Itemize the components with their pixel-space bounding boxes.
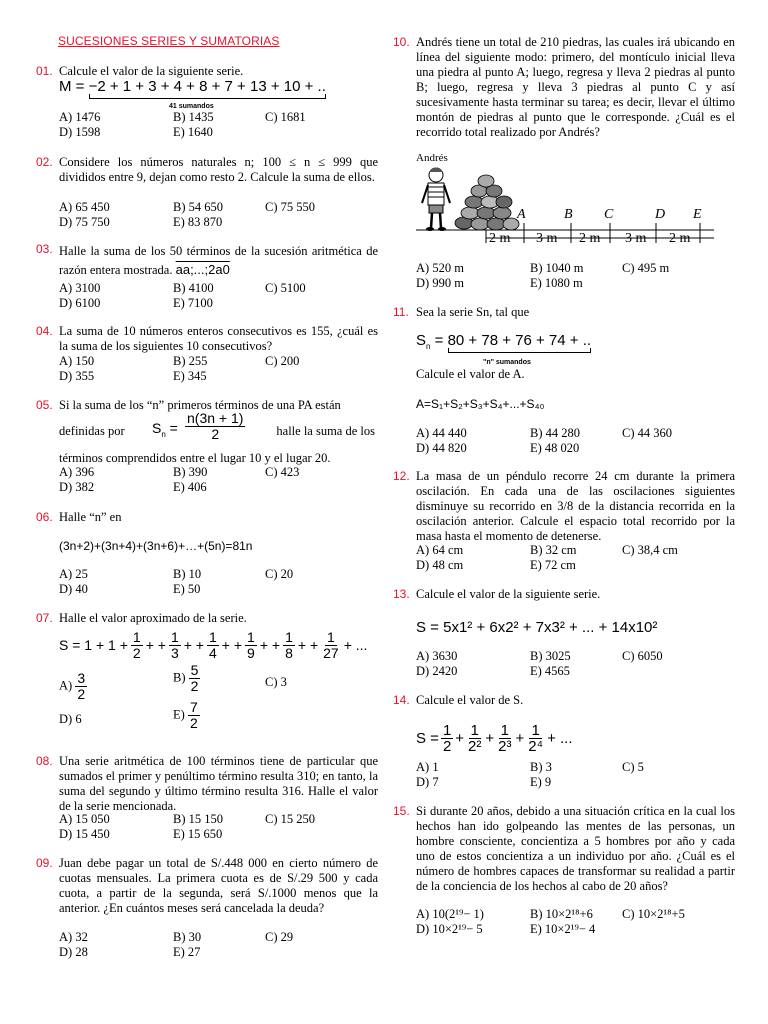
option-c[interactable]: C) 15 250 <box>265 812 315 826</box>
option-e[interactable]: E) 72 cm <box>530 558 576 572</box>
problem-text: Calcule el valor de la siguiente serie. <box>416 587 601 601</box>
option-d[interactable]: D) 990 m <box>416 276 464 290</box>
distance-label: 2 m <box>579 231 601 246</box>
option-c[interactable]: C) 5 <box>622 760 644 774</box>
a-formula: A=S₁+S₂+S₃+S₄+...+S₄₀ <box>416 397 545 411</box>
option-d[interactable]: D) 355 <box>59 369 95 383</box>
problem-01 <box>36 64 378 144</box>
option-d[interactable]: D) 6100 <box>59 296 101 310</box>
problem-11 <box>393 305 735 465</box>
option-c[interactable]: C) 38,4 cm <box>622 543 678 557</box>
page-title: SUCESIONES SERIES Y SUMATORIAS <box>58 34 280 48</box>
underbraced-series: 80 + 78 + 76 + 74 + .. <box>448 333 591 348</box>
option-e[interactable]: E) 10×2¹⁹− 4 <box>530 922 596 936</box>
option-b[interactable]: B) 1040 m <box>530 261 584 275</box>
option-a[interactable]: A) 15 050 <box>59 812 110 826</box>
problem-12 <box>393 469 735 579</box>
fraction: $\frac{1}{2}$ <box>442 721 452 755</box>
brace-label: 41 sumandos <box>169 103 214 110</box>
problem-text: Halle “n” en <box>59 510 122 524</box>
option-d[interactable]: D) 2420 <box>416 664 458 678</box>
option-a[interactable]: A) 1 <box>416 760 439 774</box>
problem-number: 04. <box>36 324 53 338</box>
option-a[interactable]: A) 150 <box>59 354 95 368</box>
series-formula: S = $\frac{1}{2}$ + $\frac{1}{\text{2²}}$ + $\frac{1}{\text{2³}}$ + $\frac{1}{\text{2⁴}}$ + ... <box>416 721 573 755</box>
option-e[interactable]: E) 15 650 <box>173 827 223 841</box>
option-d[interactable]: D) 382 <box>59 480 95 494</box>
option-b[interactable]: B) 44 280 <box>530 426 580 440</box>
option-a[interactable]: A) 396 <box>59 465 95 479</box>
underbraced-series: −2 + 1 + 3 + 4 + 8 + 7 + 13 + 10 + .. <box>89 79 326 94</box>
option-c[interactable]: C) 423 <box>265 465 300 479</box>
option-c[interactable]: C) 44 360 <box>622 426 672 440</box>
stone-pile-icon <box>455 175 519 230</box>
problem-text: Considere los números naturales n; 100 ≤ n ≤ 999 que divididos entre 9, dejan como resto 2. Calcule la suma de ellos. <box>59 155 378 184</box>
option-b[interactable]: B) 54 650 <box>173 200 223 214</box>
fraction: $\frac{1}{3}$ <box>170 628 179 661</box>
options <box>59 663 379 743</box>
option-d[interactable]: D) 1598 <box>59 125 101 139</box>
problem-text: Si durante 20 años, debido a una situación crítica en la cual los hechos han ido golpeando las mentes de las personas, un hombre consciente, concientiza a 5 hombres por año y cada uno de estos concientiza a un individuo por año. ¿Cuál es el número de hombres capaces de transformar su realidad a partir de la conciencia de los hechos al cabo de 20 años? <box>416 804 735 893</box>
problem-06 <box>36 510 378 600</box>
option-e[interactable]: E) 406 <box>173 480 207 494</box>
option-b[interactable]: B) 30 <box>173 930 202 944</box>
problem-text-line1: Si la suma de los “n” primeros términos de una PA están <box>59 398 341 412</box>
problem-number: 01. <box>36 64 53 78</box>
distance-label: 3 m <box>536 231 558 246</box>
option-c[interactable]: C) 3 <box>265 675 287 689</box>
problem-14 <box>393 693 735 798</box>
brace-label: "n" sumandos <box>483 359 531 366</box>
option-e[interactable]: E) 48 020 <box>530 441 580 455</box>
problem-number: 13. <box>393 587 410 601</box>
option-b[interactable]: B) 10×2¹⁸+6 <box>530 907 593 921</box>
problem-number: 08. <box>36 754 53 768</box>
series-formula: S = 1 + 1 + $\frac{1}{2}$ + + $\frac{1}{3}$ + + $\frac{1}{4}$ + + $\frac{1}{9}$ + + $\frac{1}{8}$ + + $\frac{1}{27}$ + ... <box>59 628 368 661</box>
problem-number: 05. <box>36 398 53 412</box>
formula: S = 5x1² + 6x2² + 7x3² + ... + 14x10² <box>416 619 658 636</box>
option-e[interactable]: E) $\frac{7}{2}$ <box>173 699 198 731</box>
option-e[interactable]: E) 83 870 <box>173 215 223 229</box>
fraction: $\frac{1}{\text{2²}}$ <box>468 721 482 755</box>
problem-text: La suma de 10 números enteros consecutivos es 155, ¿cuál es la suma de los siguientes 10 consecutivos? <box>59 324 378 353</box>
problem-text-line3: términos comprendidos entre el lugar 10 y el lugar 20. <box>59 451 331 465</box>
problem-number: 09. <box>36 856 53 870</box>
option-b[interactable]: B) 10 <box>173 567 202 581</box>
option-a[interactable]: A) 520 m <box>416 261 464 275</box>
option-c[interactable]: C) 75 550 <box>265 200 315 214</box>
fraction: $\frac{1}{\text{2³}}$ <box>498 721 512 755</box>
distance-label: 2 m <box>489 231 511 246</box>
problem-number: 02. <box>36 155 53 169</box>
option-d[interactable]: D) 75 750 <box>59 215 110 229</box>
problem-text: Juan debe pagar un total de S/.448 000 en cierto número de cuotas mensuales. La primera cuota es de S/.29 500 y cada cuota, a partir de la segunda, será S/.1000 menos que la anterior. ¿En cuántos meses será cancelada la deuda? <box>59 856 378 915</box>
option-b[interactable]: B) 15 150 <box>173 812 223 826</box>
problem-text: Andrés tiene un total de 210 piedras, las cuales irá ubicando en línea del siguiente modo: primero, del montículo inicial lleva una piedra al punto A; luego, regresa y lleva 2 piedras al punto B; luego, regresa y lleva 3 piedras al punto C y así sucesivamente hasta terminar su tarea; es decir, llevar el último montón de piedras al punto que le corresponde. ¿Cuál es el recorrido total realizado por Andrés? <box>416 35 735 139</box>
problem-07 <box>36 611 378 751</box>
problem-09 <box>36 856 378 966</box>
option-c[interactable]: C) 20 <box>265 567 294 581</box>
option-a[interactable]: A) 1476 <box>59 110 101 124</box>
point-label: D <box>655 207 666 222</box>
option-b[interactable]: B) 1435 <box>173 110 214 124</box>
option-b[interactable]: B) 390 <box>173 465 208 479</box>
option-d[interactable]: D) 40 <box>59 582 88 596</box>
option-e[interactable]: E) 27 <box>173 945 201 959</box>
option-a[interactable]: A) 25 <box>59 567 88 581</box>
fraction: $\frac{1}{27}$ <box>323 628 339 661</box>
option-b[interactable]: B) 3025 <box>530 649 571 663</box>
problem-04 <box>36 324 378 388</box>
point-label: C <box>604 207 614 222</box>
option-d[interactable]: D) 15 450 <box>59 827 110 841</box>
option-e[interactable]: E) 1640 <box>173 125 213 139</box>
option-a[interactable]: A) 32 <box>59 930 88 944</box>
problem-text: Una serie aritmética de 100 términos tiene de particular que sumados el primer y penúltimo término resulta 310; en tanto, la suma del segundo y último término resulta 316. Halle el valor de la serie mencionada. <box>59 754 378 813</box>
option-a[interactable]: A) 44 440 <box>416 426 467 440</box>
problem-number: 10. <box>393 35 410 49</box>
option-e[interactable]: E) 50 <box>173 582 201 596</box>
option-b[interactable]: B) 4100 <box>173 281 214 295</box>
fraction: $\frac{1}{8}$ <box>285 628 293 661</box>
option-c[interactable]: C) 200 <box>265 354 300 368</box>
option-a[interactable]: A) 64 cm <box>416 543 464 557</box>
distance-label: 3 m <box>625 231 647 246</box>
option-e[interactable]: E) 9 <box>530 775 552 789</box>
problem-02 <box>36 155 378 235</box>
problem-05 <box>36 398 378 498</box>
problem-10 <box>393 35 735 295</box>
option-d[interactable]: D) 44 820 <box>416 441 467 455</box>
option-a[interactable]: A) 10(2¹⁹− 1) <box>416 907 484 921</box>
fraction: $\frac{1}{2}$ <box>132 628 141 661</box>
problem-text-2: Calcule el valor de A. <box>416 367 525 381</box>
problem-number: 06. <box>36 510 53 524</box>
problem-text: Calcule el valor de S. <box>416 693 524 707</box>
problem-text: La masa de un péndulo recorre 24 cm durante la primera oscilación. En cada una de las oscilaciones siguientes disminuye su recorrido en 3/8 de la distancia recorrida en la oscilación anterior. Calcule el espacio total recorrido por la masa hasta el momento de detenerse. <box>416 469 735 543</box>
option-a[interactable]: A) 65 450 <box>59 200 110 214</box>
fraction: $\frac{1}{4}$ <box>208 628 217 661</box>
option-e[interactable]: E) 7100 <box>173 296 213 310</box>
option-d[interactable]: D) 10×2¹⁹− 5 <box>416 922 483 936</box>
sn-symbol: $S_n$ = <box>152 420 178 439</box>
fraction: $\frac{n(3n + 1)}{2}$ <box>187 410 244 442</box>
problem-number: 15. <box>393 804 410 818</box>
boy-figure-icon <box>422 168 450 232</box>
problem-number: 03. <box>36 242 53 256</box>
point-label: B <box>564 207 573 222</box>
option-b[interactable]: B) 255 <box>173 354 208 368</box>
series-formula: $S_n = 80 + 78 + 76 + 74$ + .. <box>416 332 592 351</box>
option-b[interactable]: B) 32 cm <box>530 543 577 557</box>
option-c[interactable]: C) 495 m <box>622 261 670 275</box>
option-a[interactable]: A) 3100 <box>59 281 101 295</box>
option-d[interactable]: D) 28 <box>59 945 88 959</box>
problem-text: Halle el valor aproximado de la serie. <box>59 611 247 625</box>
problem-number: 11. <box>393 305 409 319</box>
option-d[interactable]: D) 7 <box>416 775 439 789</box>
problem-03 <box>36 242 378 312</box>
option-b[interactable]: B) $\frac{5}{2}$ <box>173 662 199 694</box>
option-c[interactable]: C) 6050 <box>622 649 663 663</box>
problem-formula-line: definidas por $S_n$ = $\frac{n(3n + 1)}{2}$ halle la suma de los <box>59 410 375 442</box>
option-c[interactable]: C) 10×2¹⁸+5 <box>622 907 685 921</box>
point-label: A <box>517 207 526 222</box>
option-d[interactable]: D) 48 cm <box>416 558 464 572</box>
fraction: $\frac{1}{\text{2⁴}}$ <box>528 721 544 755</box>
problem-15 <box>393 804 735 944</box>
problem-number: 07. <box>36 611 53 625</box>
problem-13 <box>393 587 735 687</box>
option-e[interactable]: E) 4565 <box>530 664 570 678</box>
option-d[interactable]: D) 6 <box>59 712 82 726</box>
formula: (3n+2)+(3n+4)+(3n+6)+…+(5n)=81n <box>59 539 253 553</box>
option-e[interactable]: E) 345 <box>173 369 207 383</box>
problem-text: Sea la serie Sn, tal que <box>416 305 530 319</box>
series-formula: M = −2 + 1 + 3 + 4 + 8 + 7 + 13 + 10 + .. <box>59 79 326 94</box>
option-e[interactable]: E) 1080 m <box>530 276 583 290</box>
problem-text: Calcule el valor de la siguiente serie. <box>59 64 244 78</box>
option-c[interactable]: C) 29 <box>265 930 294 944</box>
fraction: $\frac{1}{9}$ <box>247 628 255 661</box>
sequence-notation: aa;...;2a0 <box>175 262 230 277</box>
distance-label: 2 m <box>669 231 691 246</box>
option-c[interactable]: C) 5100 <box>265 281 306 295</box>
option-c[interactable]: C) 1681 <box>265 110 306 124</box>
problem-number: 12. <box>393 469 410 483</box>
problem-text: Halle la suma de los 50 términos de la sucesión aritmética de razón entera mostrada. aa;...;2a0 <box>59 244 378 277</box>
option-b[interactable]: B) 3 <box>530 760 552 774</box>
option-a[interactable]: A) 3630 <box>416 649 458 663</box>
problem-number: 14. <box>393 693 410 707</box>
option-a[interactable]: A) $\frac{3}{2}$ <box>59 670 86 702</box>
point-label: E <box>693 207 702 222</box>
problem-08 <box>36 754 378 844</box>
figure-caption: Andrés <box>416 152 448 164</box>
